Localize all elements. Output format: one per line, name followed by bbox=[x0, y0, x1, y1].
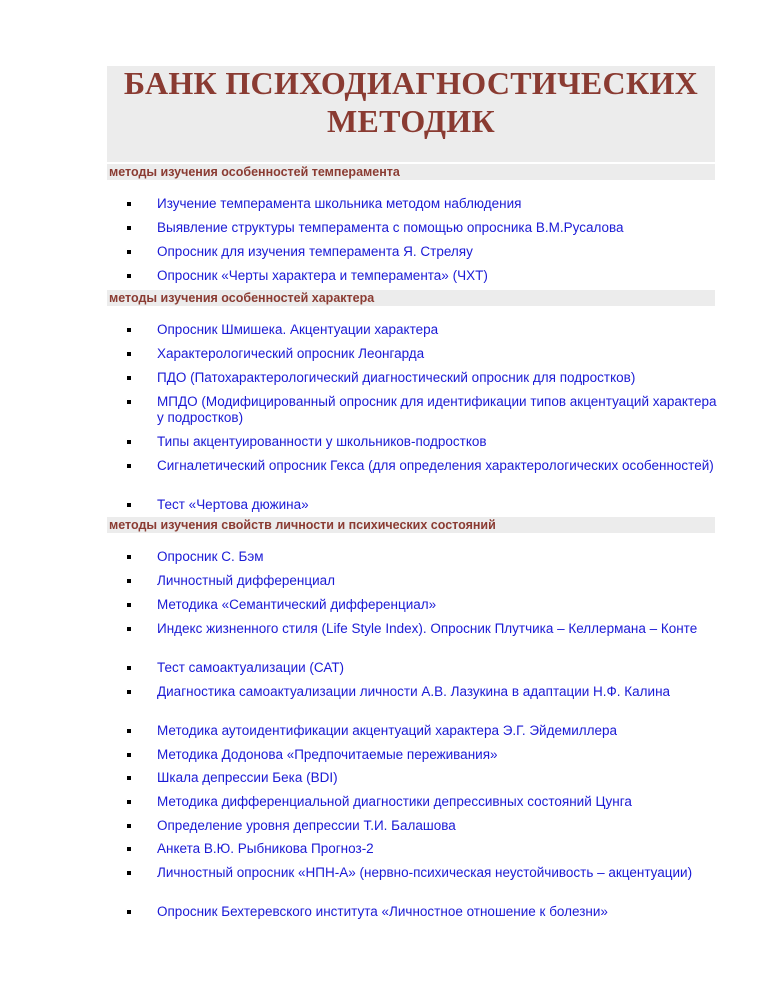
section-heading: методы изучения особенностей характера bbox=[107, 290, 715, 306]
method-link[interactable]: Личностный опросник «НПН-А» (нервно-психическая неустойчивость – акцентуации) bbox=[157, 865, 693, 880]
method-link[interactable]: Опросник «Черты характера и темперамента» (ЧХТ) bbox=[157, 268, 488, 283]
section-character bbox=[107, 290, 717, 512]
method-link[interactable]: Диагностика самоактуализации личности А.В. Лазукина в адаптации Н.Ф. Калина bbox=[157, 684, 671, 699]
bullet-icon bbox=[127, 226, 131, 230]
bullet-icon bbox=[127, 627, 131, 631]
method-link[interactable]: Опросник Шмишека. Акцентуации характера bbox=[157, 322, 439, 337]
bullet-icon bbox=[127, 202, 131, 206]
method-link[interactable]: Шкала депрессии Бека (BDI) bbox=[157, 770, 338, 785]
bullet-icon bbox=[127, 824, 131, 828]
method-link[interactable]: МПДО (Модифицированный опросник для идентификации типов акцентуаций характера у подростков) bbox=[157, 394, 717, 425]
method-link[interactable]: Методика дифференциальной диагностики депрессивных состояний Цунга bbox=[157, 794, 632, 809]
bullet-icon bbox=[127, 503, 131, 507]
bullet-icon bbox=[127, 603, 131, 607]
method-link[interactable]: Методика Додонова «Предпочитаемые переживания» bbox=[157, 747, 498, 762]
bullet-icon bbox=[127, 440, 131, 444]
section-personality bbox=[107, 517, 715, 919]
bullet-icon bbox=[127, 690, 131, 694]
bullet-icon bbox=[127, 729, 131, 733]
method-link[interactable]: Тест самоактуализации (САТ) bbox=[157, 660, 345, 675]
bullet-icon bbox=[127, 776, 131, 780]
section-heading: методы изучения особенностей темперамента bbox=[107, 164, 715, 180]
method-link[interactable]: Выявление структуры темперамента с помощью опросника В.М.Русалова bbox=[157, 220, 624, 235]
page-title: БАНК ПСИХОДИАГНОСТИЧЕСКИХ МЕТОДИК bbox=[123, 65, 699, 139]
bullet-icon bbox=[127, 910, 131, 914]
bullet-icon bbox=[127, 871, 131, 875]
bullet-icon bbox=[127, 464, 131, 468]
method-link[interactable]: Анкета В.Ю. Рыбникова Прогноз-2 bbox=[157, 841, 374, 856]
method-link[interactable]: Опросник для изучения темперамента Я. Стреляу bbox=[157, 244, 473, 259]
section-heading: методы изучения свойств личности и психических состояний bbox=[107, 517, 715, 533]
method-link[interactable]: ПДО (Патохарактерологический диагностический опросник для подростков) bbox=[157, 370, 636, 385]
method-link[interactable]: Индекс жизненного стиля (Life Style Index). Опросник Плутчика – Келлермана – Конте bbox=[157, 621, 698, 636]
method-link[interactable]: Личностный дифференциал bbox=[157, 573, 336, 588]
bullet-icon bbox=[127, 800, 131, 804]
bullet-icon bbox=[127, 376, 131, 380]
bullet-icon bbox=[127, 274, 131, 278]
bullet-icon bbox=[127, 352, 131, 356]
section-temperament bbox=[107, 164, 715, 283]
bullet-icon bbox=[127, 847, 131, 851]
bullet-icon bbox=[127, 400, 131, 404]
method-link[interactable]: Тест «Чертова дюжина» bbox=[157, 497, 309, 512]
method-link[interactable]: Сигналетический опросник Гекса (для определения характерологических особенностей) bbox=[157, 458, 714, 473]
method-link[interactable]: Опросник С. Бэм bbox=[157, 549, 264, 564]
bullet-icon bbox=[127, 328, 131, 332]
bullet-icon bbox=[127, 579, 131, 583]
bullet-icon bbox=[127, 555, 131, 559]
method-link[interactable]: Определение уровня депрессии Т.И. Балашова bbox=[157, 818, 456, 833]
method-link[interactable]: Изучение темперамента школьника методом наблюдения bbox=[157, 196, 522, 211]
method-link[interactable]: Методика аутоидентификации акцентуаций характера Э.Г. Эйдемиллера bbox=[157, 723, 618, 738]
bullet-icon bbox=[127, 666, 131, 670]
method-link[interactable]: Типы акцентуированности у школьников-подростков bbox=[157, 434, 487, 449]
method-link[interactable]: Характерологический опросник Леонгарда bbox=[157, 346, 425, 361]
method-link[interactable]: Методика «Семантический дифференциал» bbox=[157, 597, 437, 612]
bullet-icon bbox=[127, 753, 131, 757]
bullet-icon bbox=[127, 250, 131, 254]
method-link[interactable]: Опросник Бехтеревского института «Личностное отношение к болезни» bbox=[157, 904, 608, 919]
